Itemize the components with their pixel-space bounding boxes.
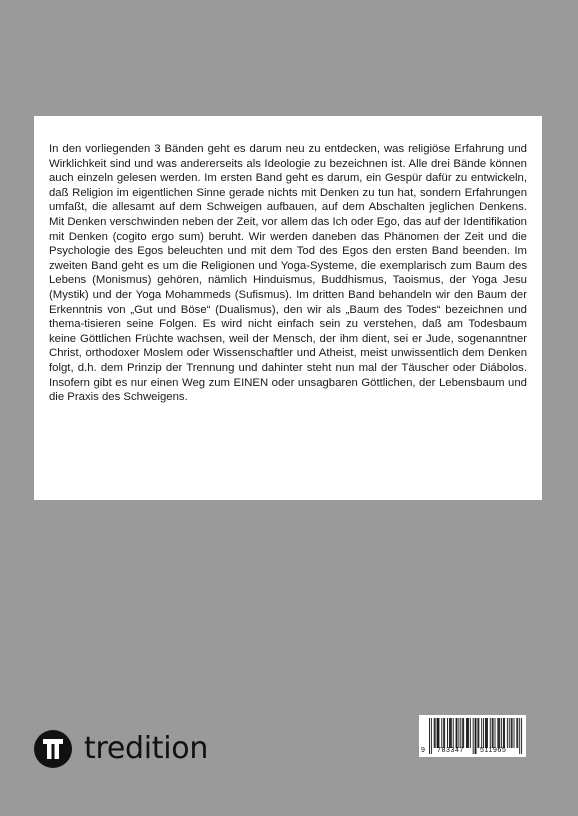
barcode-bar (485, 718, 486, 748)
barcode-bar (478, 718, 479, 748)
barcode-bar (483, 718, 484, 748)
barcode-bar (456, 718, 457, 748)
barcode-bar (509, 718, 510, 748)
barcode-bar (447, 718, 448, 748)
barcode-bar (512, 718, 513, 748)
barcode-bar (449, 718, 450, 748)
barcode-bar (495, 718, 496, 748)
barcode-right-group: 511965 (480, 747, 507, 754)
barcode-bar (481, 718, 482, 748)
barcode-bar (517, 718, 518, 748)
barcode-bar (462, 718, 463, 748)
publisher-logo (34, 729, 208, 769)
barcode-bar (450, 718, 451, 748)
barcode-bar (441, 718, 442, 748)
barcode-left-group: 783347 (437, 747, 464, 754)
barcode (419, 715, 526, 757)
barcode-bar (439, 718, 440, 748)
barcode-bar (493, 718, 494, 748)
barcode-bar (487, 718, 488, 748)
barcode-bar (437, 718, 438, 748)
tredition-logo-icon (34, 730, 72, 768)
barcode-bar (492, 718, 493, 748)
barcode-bar (514, 718, 515, 748)
barcode-bar (503, 718, 504, 748)
barcode-bar (443, 718, 444, 748)
barcode-bar (434, 718, 435, 748)
barcode-bar (466, 718, 467, 748)
barcode-bar (511, 718, 512, 748)
barcode-bar (438, 718, 439, 748)
barcode-bar (470, 718, 471, 748)
barcode-bar (498, 718, 499, 748)
barcode-bar (504, 718, 505, 748)
barcode-bar (497, 718, 498, 748)
barcode-bar (477, 718, 478, 748)
barcode-bar (463, 718, 464, 748)
barcode-bar (460, 718, 461, 748)
barcode-bar (468, 718, 469, 748)
barcode-bar (501, 718, 502, 748)
barcode-digits (419, 746, 526, 755)
barcode-bar (467, 718, 468, 748)
barcode-bar (435, 718, 436, 748)
blurb-text: In den vorliegenden 3 Bänden geht es darum neu zu entdecken, was religiöse Erfahrung und Wirklichkeit sind und was andererseits als Ideologie zu bezeichnen ist. Alle drei Bände können auch einzeln gelesen werden. Im ersten Band geht es darum, ein Gespür dafür zu entwickeln, daß Religion im eigentlichen Sinne gerade nichts mit Denken zu tun hat, sondern Erfahrungen umfaßt, die allesamt auf dem Schweigen aufbauen, auf dem Abschalten jeglichen Denkens. Mit Denken verschwinden neben der Zeit, vor allem das Ich oder Ego, das auf der Identifikation mit Denken (cogito ergo sum) beruht. Wir werden daneben das Phänomen der Zeit und die Psychologie des Egos beleuchten und mit dem Tod des Egos den ersten Band beenden. Im zweiten Band geht es um die Religionen und Yoga-Systeme, die exemplarisch zum Baum des Lebens (Monismus) gehören, nämlich Hinduismus, Buddhismus, Taoismus, der Yoga Jesu (Mystik) und der Yoga Mohammeds (Sufismus). Im dritten Band behandeln wir den Baum der Erkenntnis von „Gut und Böse“ (Dualismus), den wir als „Baum des Todes“ bezeichnen und thema-tisieren seine Folgen. Es wird nicht einfach sein zu verstehen, daß am Todesbaum keine Göttlichen Früchte wachsen, weil der Mensch, der ihm dient, sei er Jude, sogenanntner Christ, orthodoxer Moslem oder Wissenschaftler und Atheist, meist unwissentlich dem Denken folgt, d.h. dem Prinzip der Trennung und dahinter steht nun mal der Täuscher oder Diábolos. Insofern gibt es nur einen Weg zum EINEN oder unsagbaren Göttlichen, der Lebensbaum und die Praxis des Schweigens. (49, 143, 527, 404)
barcode-bar (516, 718, 517, 748)
barcode-bar (486, 718, 487, 748)
barcode-bar (458, 718, 459, 748)
barcode-bar (490, 718, 491, 748)
barcode-bar (457, 718, 458, 748)
barcode-bar (499, 718, 500, 748)
barcode-bar (451, 718, 452, 748)
publisher-name: tredition (84, 731, 209, 766)
blurb-panel (34, 116, 542, 500)
barcode-first-digit: 9 (421, 747, 425, 754)
barcode-bar (507, 718, 508, 748)
barcode-bar (444, 718, 445, 748)
barcode-bar (453, 718, 454, 748)
